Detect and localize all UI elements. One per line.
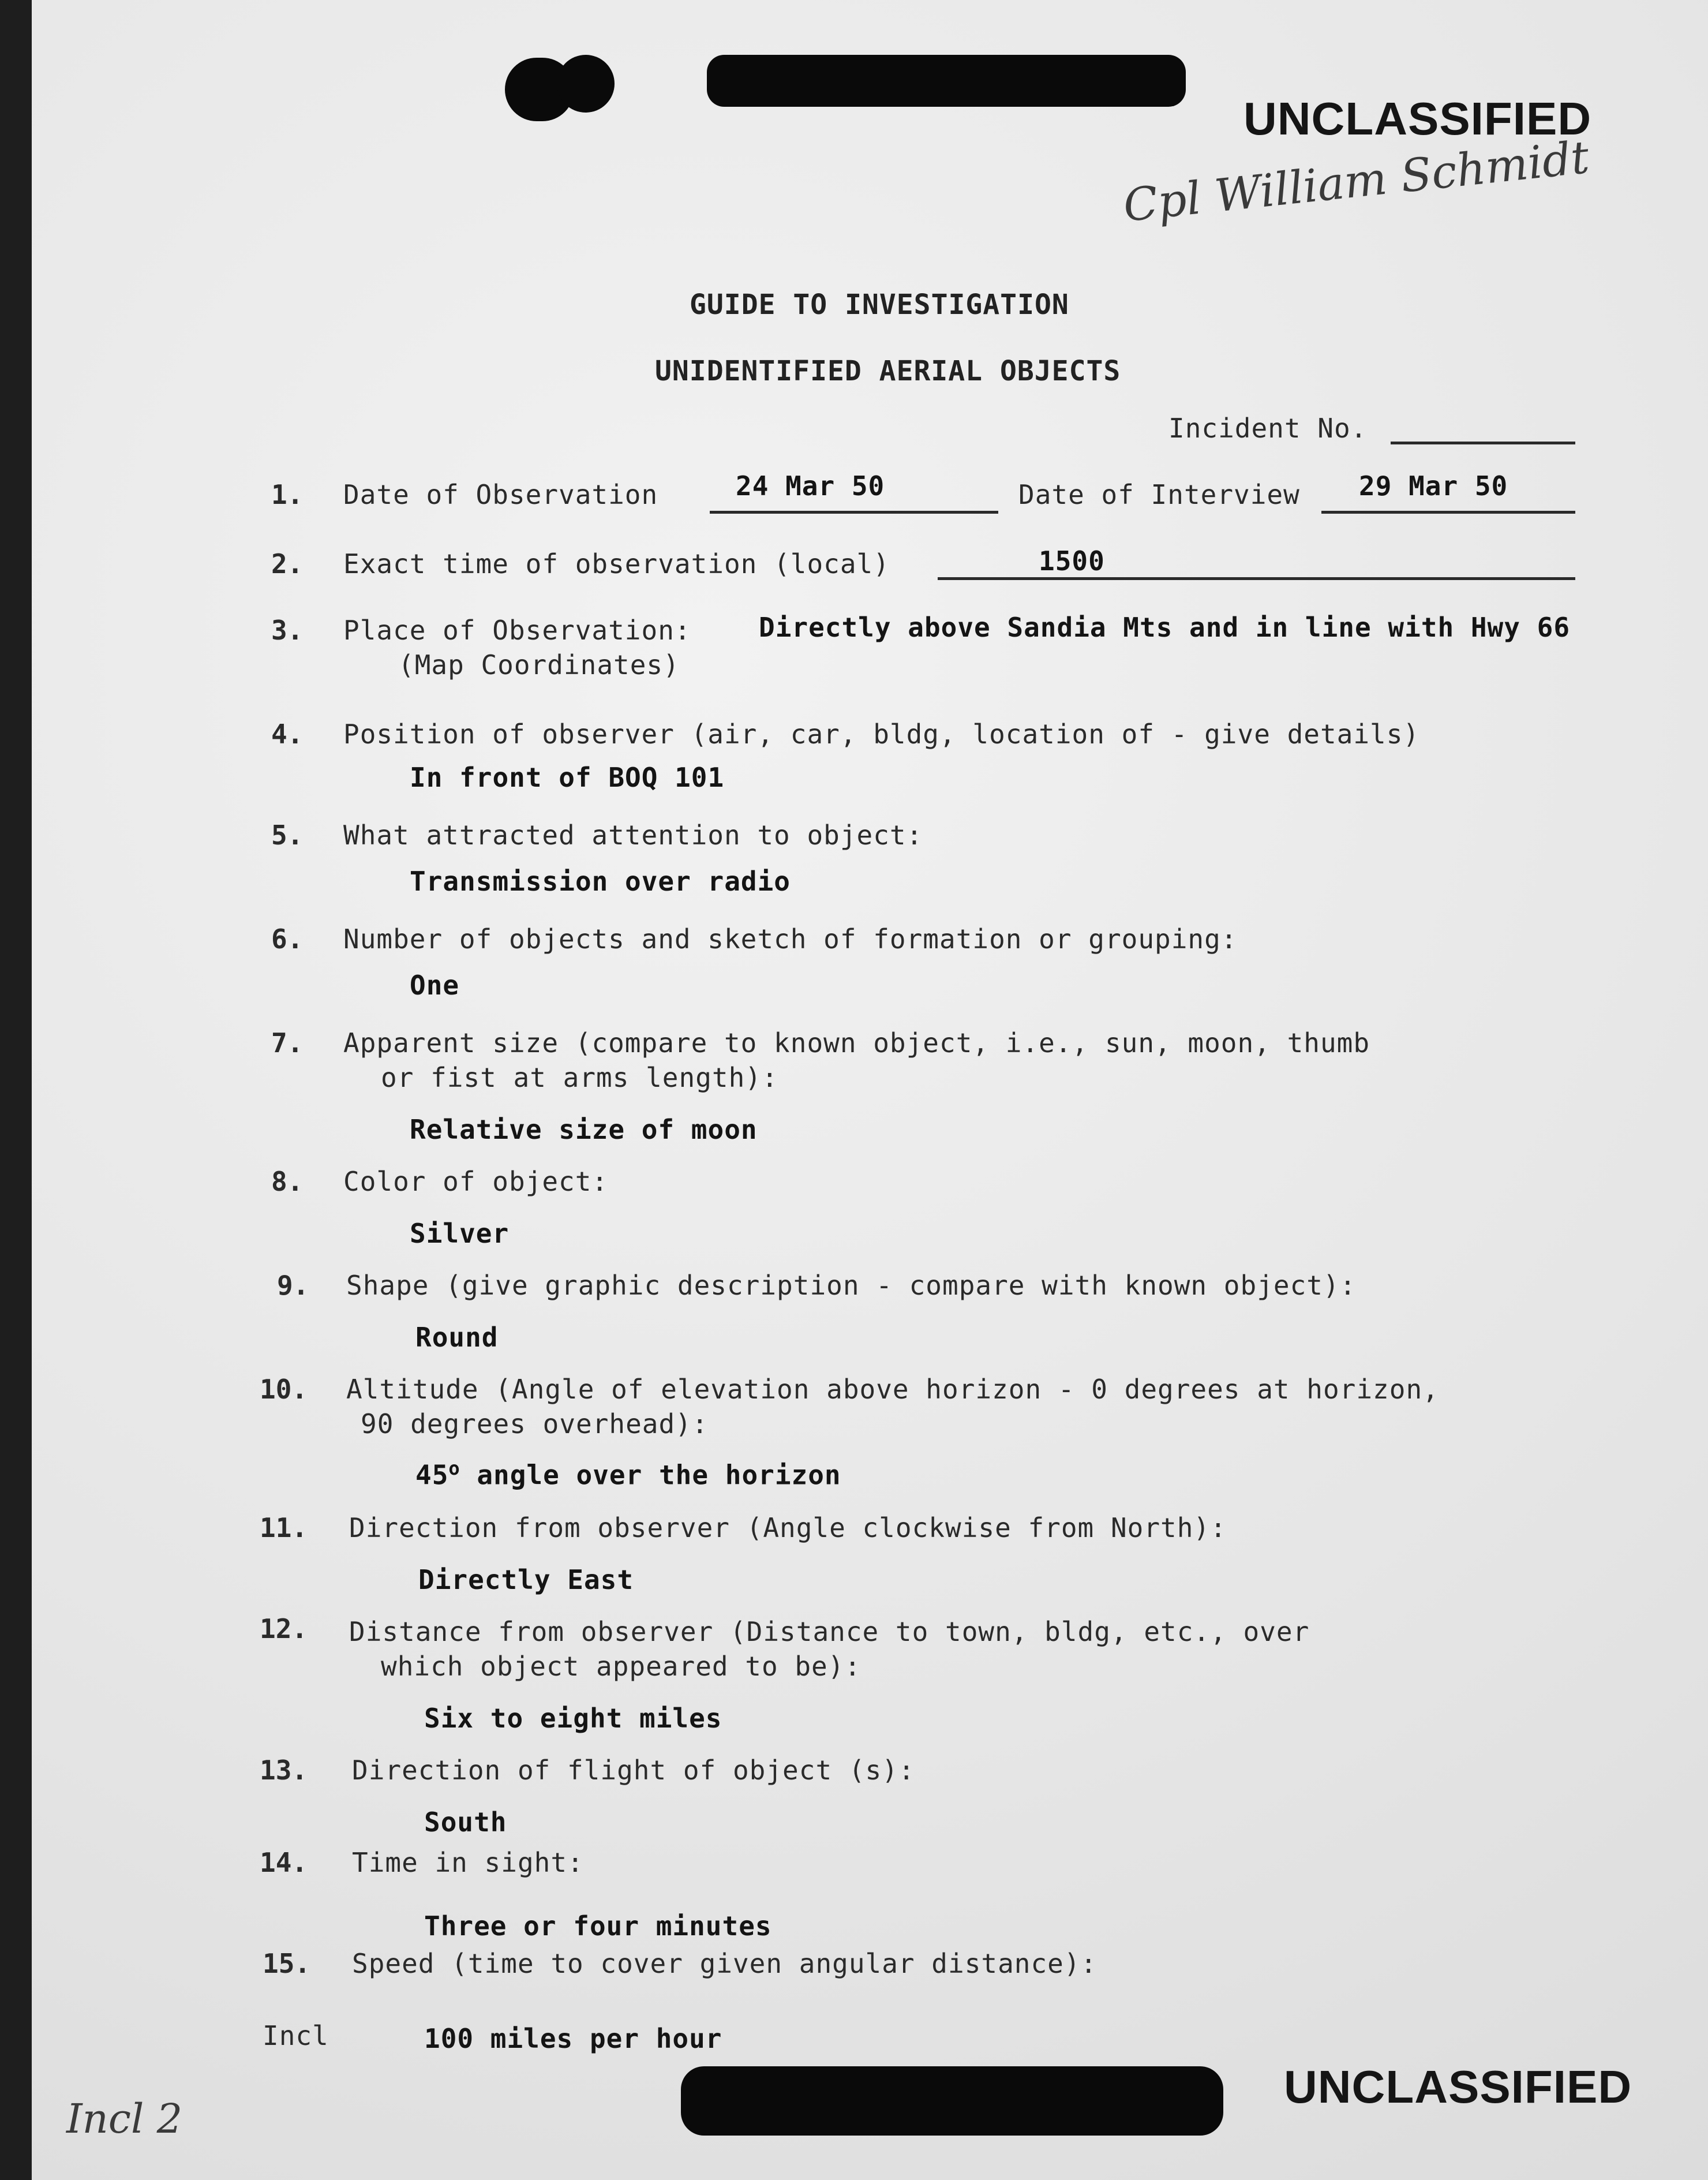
item-label: Direction from observer (Angle clockwise from North):	[349, 1512, 1227, 1543]
handwritten-incl-note: Incl 2	[66, 2095, 183, 2142]
item-label-continued: or fist at arms length):	[381, 1062, 778, 1093]
item-value: 100 miles per hour	[424, 2023, 722, 2054]
item-label: Distance from observer (Distance to town, bldg, etc., over	[349, 1616, 1310, 1647]
item-label: Apparent size (compare to known object, i.e., sun, moon, thumb	[343, 1027, 1370, 1059]
item-value: In front of BOQ 101	[410, 762, 725, 793]
item-label: Altitude (Angle of elevation above horizon - 0 degrees at horizon,	[346, 1374, 1439, 1405]
item-label: Time in sight:	[352, 1847, 584, 1878]
item-value-secondary: 29 Mar 50	[1359, 470, 1508, 502]
date-interview-line	[1321, 511, 1575, 514]
item-label-secondary: Date of Interview	[1018, 479, 1300, 510]
item-value: Directly East	[418, 1564, 634, 1595]
altitude-value-rest: angle over the horizon	[460, 1459, 841, 1491]
item-label: Shape (give graphic description - compare with known object):	[346, 1270, 1357, 1301]
item-label-continued: which object appeared to be):	[381, 1651, 862, 1682]
incident-number-line	[1391, 442, 1575, 444]
item-number: 13.	[260, 1755, 308, 1786]
redaction-bar-top	[707, 55, 1186, 107]
document-subtitle: UNIDENTIFIED AERIAL OBJECTS	[655, 355, 1121, 387]
item-label-continued: 90 degrees overhead):	[361, 1408, 709, 1439]
item-value	[415, 1457, 841, 1490]
document-title: GUIDE TO INVESTIGATION	[690, 289, 1069, 321]
scan-border-left	[0, 0, 32, 2180]
classification-stamp-top: UNCLASSIFIED	[1243, 93, 1592, 144]
item-value: South	[424, 1807, 507, 1838]
item-number: 11.	[260, 1512, 308, 1543]
item-label: Direction of flight of object (s):	[352, 1755, 915, 1786]
item-number: 1.	[271, 479, 304, 510]
altitude-value: 45	[415, 1459, 449, 1491]
redaction-blot-top-left-2	[557, 55, 615, 113]
item-label: Exact time of observation (local)	[343, 548, 890, 579]
item-value: 1500	[1039, 545, 1105, 577]
item-value: Silver	[410, 1218, 510, 1249]
item-value: Round	[415, 1322, 499, 1353]
item-number: 3.	[271, 615, 304, 646]
item-label: Color of object:	[343, 1166, 609, 1197]
item-value: Three or four minutes	[424, 1910, 772, 1942]
item-value: Six to eight miles	[424, 1703, 722, 1734]
classification-stamp-bottom: UNCLASSIFIED	[1284, 2061, 1632, 2112]
item-value: Directly above Sandia Mts and in line with Hwy 66	[759, 612, 1571, 643]
item-number: 12.	[260, 1613, 308, 1644]
item-number: 5.	[271, 820, 304, 851]
date-observation-line	[710, 511, 998, 514]
item-value: Relative size of moon	[410, 1114, 758, 1145]
incl-label: Incl	[263, 2020, 329, 2051]
time-line	[938, 577, 1575, 580]
item-number: 15.	[263, 1948, 311, 1979]
item-number: 8.	[271, 1166, 304, 1197]
redaction-bar-bottom	[681, 2066, 1223, 2136]
item-value: 24 Mar 50	[736, 470, 885, 502]
item-number: 9.	[277, 1270, 309, 1301]
item-label: Number of objects and sketch of formation or grouping:	[343, 923, 1238, 955]
item-label: Speed (time to cover given angular distance):	[352, 1948, 1098, 1979]
degree-symbol: o	[448, 1457, 460, 1479]
incident-number-label: Incident No.	[1168, 413, 1368, 444]
item-number: 7.	[271, 1027, 304, 1059]
item-number: 6.	[271, 923, 304, 955]
item-label: Place of Observation:	[343, 615, 691, 646]
item-label: Date of Observation	[343, 479, 658, 510]
item-number: 4.	[271, 719, 304, 750]
item-number: 14.	[260, 1847, 308, 1878]
item-number: 2.	[271, 548, 304, 579]
item-label: Position of observer (air, car, bldg, location of - give details)	[343, 719, 1420, 750]
item-number: 10.	[260, 1374, 308, 1405]
item-label-continued: (Map Coordinates)	[398, 649, 680, 680]
item-value: Transmission over radio	[410, 866, 791, 897]
item-value: One	[410, 970, 460, 1001]
document-page	[32, 0, 1708, 2180]
handwritten-name: Cpl William Schmidt	[1121, 131, 1592, 233]
item-label: What attracted attention to object:	[343, 820, 923, 851]
